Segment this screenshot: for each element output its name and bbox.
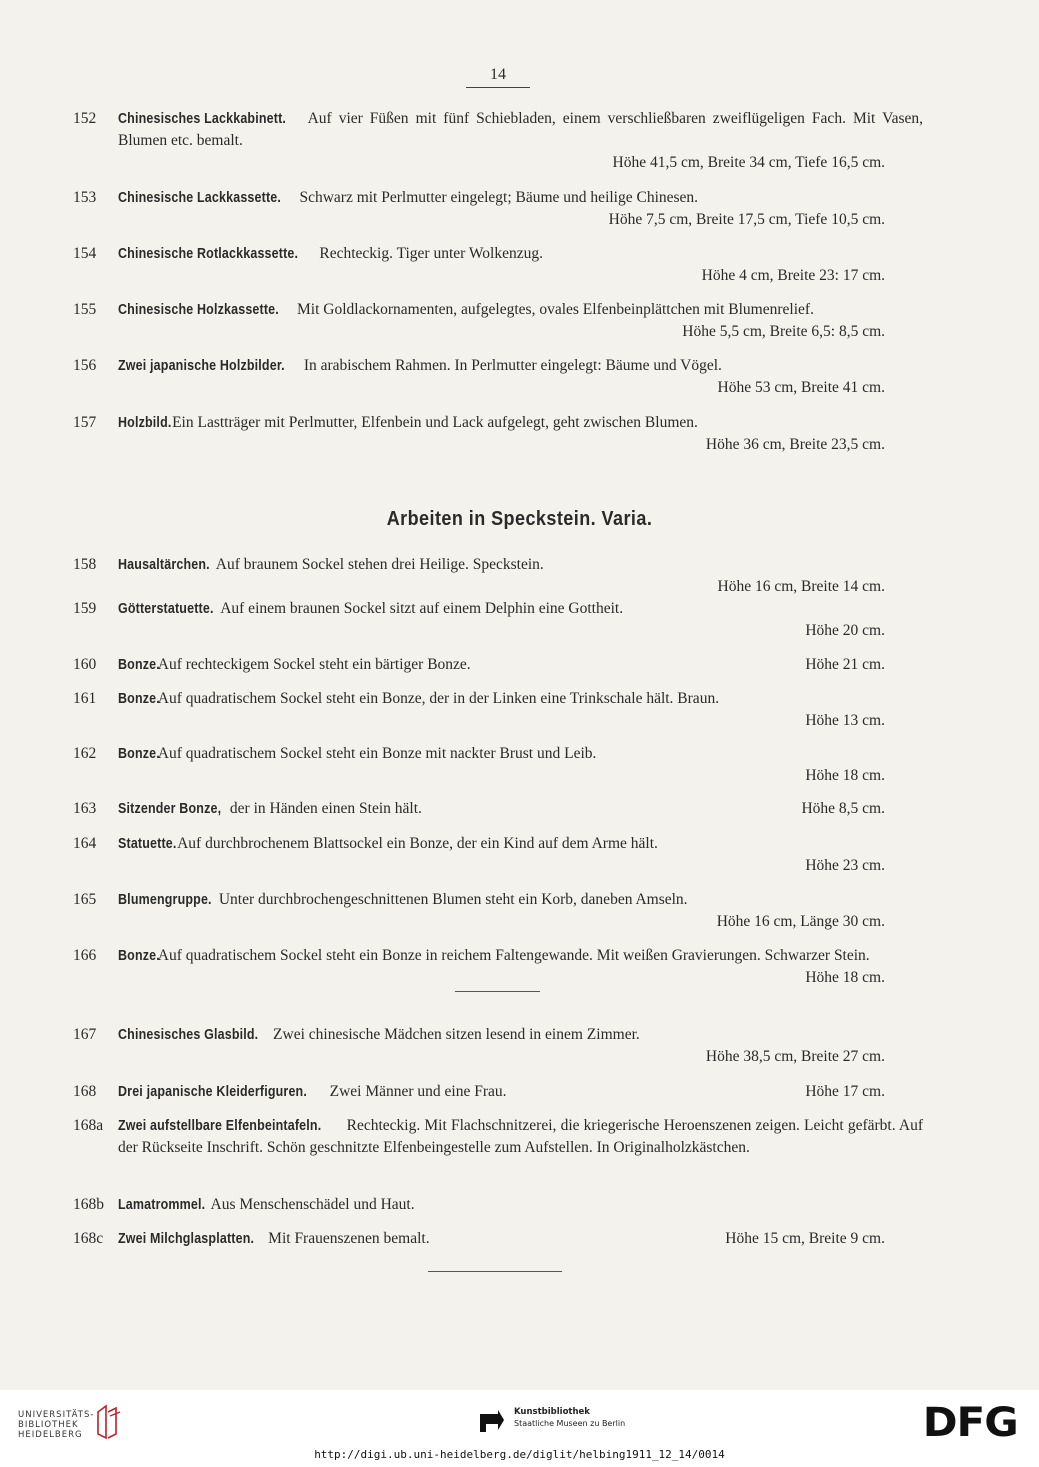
- entry-number: 161: [73, 690, 97, 707]
- dfg-logo: DFG: [922, 1400, 1018, 1446]
- source-url[interactable]: http://digi.ub.uni-heidelberg.de/diglit/helbing1911_12_14/0014: [314, 1448, 725, 1461]
- entry-title: Bonze.: [118, 746, 160, 762]
- entry-title: Drei japanische Kleiderfiguren.: [118, 1084, 307, 1100]
- entry-text: Zwei Männer und eine Frau.: [329, 1083, 507, 1100]
- entry-number: 168: [73, 1083, 97, 1100]
- catalog-entry: [73, 1024, 923, 1068]
- entry-title: Zwei Milchglasplatten.: [118, 1231, 255, 1247]
- entry-number: 163: [73, 800, 97, 817]
- entry-dimensions: Höhe 53 cm, Breite 41 cm.: [717, 379, 885, 396]
- catalog-entry: [73, 243, 923, 287]
- catalog-entry: [73, 798, 923, 820]
- entry-dimensions: Höhe 41,5 cm, Breite 34 cm, Tiefe 16,5 cm.: [612, 154, 885, 171]
- entry-number: 153: [73, 189, 97, 206]
- entry-text: Auf quadratischem Sockel steht ein Bonze mit nackter Brust und Leib.: [157, 745, 597, 762]
- entry-title: Blumengruppe.: [118, 892, 212, 908]
- ub-line-1: UNIVERSITÄTS-: [18, 1410, 95, 1420]
- entry-dimensions: Höhe 23 cm.: [805, 857, 885, 874]
- entry-text: Auf quadratischem Sockel steht ein Bonze, der in der Linken eine Trinkschale hält. Braun.: [157, 690, 720, 707]
- kb-title: Kunstbibliothek: [514, 1407, 590, 1417]
- entry-number: 156: [73, 357, 97, 374]
- entry-number: 160: [73, 656, 97, 673]
- entry-number: 168c: [73, 1230, 104, 1247]
- ub-line-3: HEIDELBERG: [18, 1430, 83, 1440]
- entry-number: 168b: [73, 1196, 104, 1213]
- entry-dimensions: Höhe 21 cm.: [805, 656, 885, 673]
- end-rule: [428, 1271, 562, 1272]
- entry-dimensions: Höhe 16 cm, Breite 14 cm.: [717, 578, 885, 595]
- entry-dimensions: Höhe 18 cm.: [805, 969, 885, 986]
- entry-dimensions: Höhe 17 cm.: [805, 1083, 885, 1100]
- entry-text: Ein Lastträger mit Perlmutter, Elfenbein und Lack aufgelegt, geht zwischen Blumen.: [172, 414, 698, 431]
- entry-dimensions: Höhe 38,5 cm, Breite 27 cm.: [705, 1048, 885, 1065]
- catalog-entry: [73, 688, 923, 732]
- entry-title: Hausaltärchen.: [118, 557, 210, 573]
- catalog-entry: [73, 945, 923, 986]
- entry-number: 167: [73, 1026, 97, 1043]
- catalog-entry: [73, 889, 923, 933]
- entry-title: Holzbild.: [118, 415, 172, 431]
- entry-text: Auf braunem Sockel stehen drei Heilige. Speckstein.: [215, 556, 544, 573]
- entry-number: 152: [73, 110, 97, 127]
- catalog-entry: [73, 1081, 923, 1103]
- digitization-footer: [0, 1390, 1039, 1467]
- entry-title: Bonze.: [118, 948, 160, 964]
- entry-text: Unter durchbrochengeschnittenen Blumen steht ein Korb, daneben Amseln.: [218, 891, 688, 908]
- entry-dimensions: Höhe 20 cm.: [805, 622, 885, 639]
- entry-text: Mit Frauenszenen bemalt.: [268, 1230, 430, 1247]
- entry-title: Lamatrommel.: [118, 1197, 206, 1213]
- entry-title: Sitzender Bonze,: [118, 801, 222, 817]
- entry-title: Chinesische Lackkassette.: [118, 190, 282, 206]
- entry-title: Statuette.: [118, 836, 177, 852]
- catalog-entry: [73, 1228, 923, 1250]
- entry-number: 158: [73, 556, 97, 573]
- entry-title: Bonze.: [118, 657, 160, 673]
- entry-text: Rechteckig. Mit Flachschnitzerei, die kriegerische Heroenszenen zeigen. Leicht gefärbt. Auf der Rückseite Inschrift. Schön geschnitzte Elfenbeingestelle zum Aufstellen. In Originalholzkästchen.: [118, 1117, 924, 1156]
- section-heading: Arbeiten in Speckstein. Varia.: [386, 508, 653, 530]
- entry-title: Chinesisches Glasbild.: [118, 1027, 259, 1043]
- entry-title: Zwei aufstellbare Elfenbeintafeln.: [118, 1118, 322, 1134]
- entry-number: 168a: [73, 1117, 104, 1134]
- entry-text: Auf einem braunen Sockel sitzt auf einem Delphin eine Gottheit.: [220, 600, 624, 617]
- entry-title: Bonze.: [118, 691, 160, 707]
- entry-title: Chinesische Holzkassette.: [118, 302, 279, 318]
- catalog-entry: [73, 833, 923, 877]
- entry-dimensions: Höhe 36 cm, Breite 23,5 cm.: [705, 436, 885, 453]
- entry-number: 166: [73, 947, 97, 964]
- catalog-entry: [73, 299, 923, 340]
- entry-text: der in Händen einen Stein hält.: [229, 800, 422, 817]
- catalog-entry: [73, 1194, 923, 1216]
- entry-number: 154: [73, 245, 97, 262]
- entry-text: Auf durchbrochenem Blattsockel ein Bonze, der ein Kind auf dem Arme hält.: [177, 835, 658, 852]
- entry-text: Auf rechteckigem Sockel steht ein bärtiger Bonze.: [157, 656, 471, 673]
- ub-logo-icon: [96, 1404, 122, 1440]
- ub-line-2: BIBLIOTHEK: [18, 1420, 79, 1430]
- entry-text: Auf quadratischem Sockel steht ein Bonze in reichem Faltengewande. Mit weißen Gravierungen. Schwarzer Stein.: [157, 947, 870, 964]
- entry-text: In arabischem Rahmen. In Perlmutter eingelegt: Bäume und Vögel.: [303, 357, 722, 374]
- catalog-entry: [73, 743, 923, 787]
- catalog-entry: [73, 412, 923, 456]
- catalog-entry: [73, 187, 923, 231]
- entry-dimensions: Höhe 4 cm, Breite 23: 17 cm.: [701, 267, 885, 284]
- entry-number: 165: [73, 891, 97, 908]
- entry-dimensions: Höhe 13 cm.: [805, 712, 885, 729]
- entry-number: 162: [73, 745, 97, 762]
- entry-number: 157: [73, 414, 97, 431]
- catalog-entry: [73, 1115, 923, 1159]
- entry-text: Schwarz mit Perlmutter eingelegt; Bäume und heilige Chinesen.: [299, 189, 699, 206]
- separator-rule: [455, 991, 540, 992]
- kb-subtitle: Staatliche Museen zu Berlin: [514, 1419, 626, 1428]
- entry-dimensions: Höhe 16 cm, Länge 30 cm.: [716, 913, 885, 930]
- entry-text: Aus Menschenschädel und Haut.: [210, 1196, 415, 1213]
- entry-dimensions: Höhe 15 cm, Breite 9 cm.: [725, 1230, 885, 1247]
- page-number: 14: [466, 66, 530, 88]
- entry-dimensions: Höhe 18 cm.: [805, 767, 885, 784]
- entry-text: Auf vier Füßen mit fünf Schiebladen, einem verschließbaren zweiflügeligen Fach. Mit Vasen, Blumen etc. bemalt.: [118, 110, 923, 149]
- entry-text: Mit Goldlackornamenten, aufgelegtes, ovales Elfenbeinplättchen mit Blumenrelief.: [297, 301, 814, 318]
- entry-dimensions: Höhe 7,5 cm, Breite 17,5 cm, Tiefe 10,5 cm.: [608, 211, 885, 228]
- entry-number: 159: [73, 600, 97, 617]
- entry-dimensions: Höhe 8,5 cm.: [801, 800, 885, 817]
- kunstbibliothek-logo-icon: [476, 1406, 506, 1434]
- entry-title: Chinesisches Lackkabinett.: [118, 111, 287, 127]
- entry-number: 164: [73, 835, 97, 852]
- catalog-entry: [73, 108, 923, 174]
- catalog-entry: [73, 355, 923, 399]
- entry-text: Rechteckig. Tiger unter Wolkenzug.: [319, 245, 543, 262]
- kunstbibliothek-label: [514, 1406, 625, 1430]
- entry-title: Götterstatuette.: [118, 601, 214, 617]
- entry-title: Chinesische Rotlackkassette.: [118, 246, 299, 262]
- entry-title: Zwei japanische Holzbilder.: [118, 358, 285, 374]
- catalog-entry: [73, 554, 923, 598]
- catalog-entry: [73, 598, 923, 642]
- entry-dimensions: Höhe 5,5 cm, Breite 6,5: 8,5 cm.: [682, 323, 885, 340]
- entry-text: Zwei chinesische Mädchen sitzen lesend in einem Zimmer.: [273, 1026, 640, 1043]
- entry-number: 155: [73, 301, 97, 318]
- catalog-entry: [73, 654, 923, 676]
- ub-heidelberg-logo-text: [18, 1410, 94, 1440]
